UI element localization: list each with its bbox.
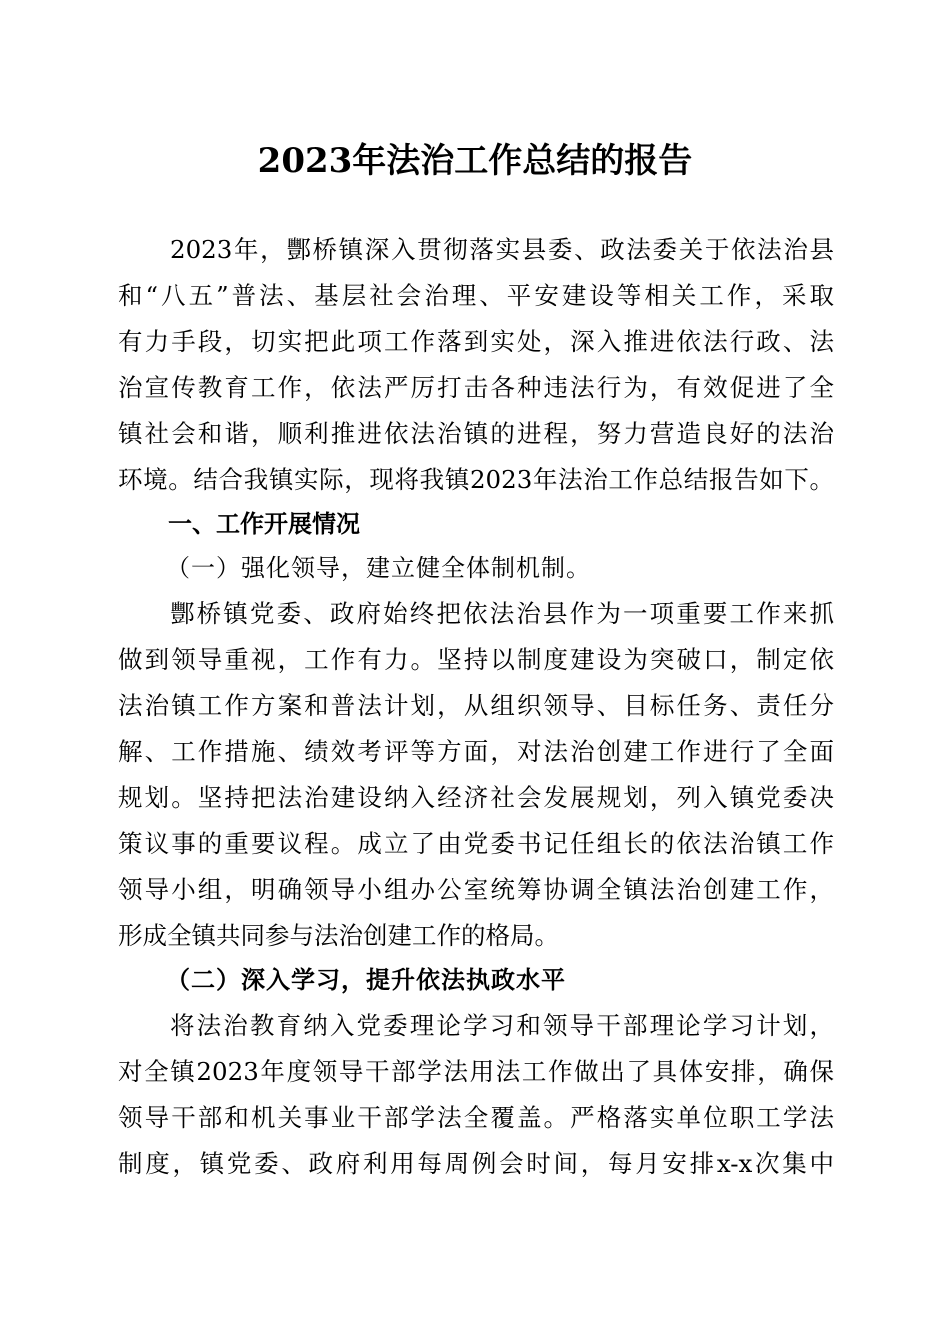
body-line: 做到领导重视，工作有力。坚持以制度建设为突破口，制定依 [118, 645, 834, 674]
intro-line: 环境。结合我镇实际，现将我镇2023年法治工作总结报告如下。 [118, 465, 834, 494]
section-heading: 一、工作开展情况 [168, 510, 360, 538]
intro-line: 镇社会和谐，顺利推进依法治镇的进程，努力营造良好的法治 [118, 419, 834, 448]
intro-line: 2023年，酆桥镇深入贯彻落实县委、政法委关于依法治县 [170, 235, 834, 264]
intro-line: 和“八五”普法、基层社会治理、平安建设等相关工作，采取 [118, 281, 834, 310]
body-line: 酆桥镇党委、政府始终把依法治县作为一项重要工作来抓 [170, 599, 834, 628]
body-line: 对全镇2023年度领导干部学法用法工作做出了具体安排，确保 [118, 1057, 834, 1086]
body-line: 规划。坚持把法治建设纳入经济社会发展规划，列入镇党委决 [118, 783, 834, 812]
body-line: 领导干部和机关事业干部学法全覆盖。严格落实单位职工学法 [118, 1103, 834, 1132]
body-line: 形成全镇共同参与法治创建工作的格局。 [118, 921, 559, 950]
body-line: 将法治教育纳入党委理论学习和领导干部理论学习计划， [170, 1011, 834, 1040]
body-line: 解、工作措施、绩效考评等方面，对法治创建工作进行了全面 [118, 737, 834, 766]
body-line: 策议事的重要议程。成立了由党委书记任组长的依法治镇工作 [118, 829, 834, 858]
body-line: 法治镇工作方案和普法计划，从组织领导、目标任务、责任分 [118, 691, 834, 720]
body-line: 制度，镇党委、政府利用每周例会时间，每月安排x-x次集中 [118, 1149, 834, 1178]
document-title: 2023年法治工作总结的报告 [257, 141, 693, 181]
intro-line: 治宣传教育工作，依法严厉打击各种违法行为，有效促进了全 [118, 373, 834, 402]
intro-line: 有力手段，切实把此项工作落到实处，深入推进依法行政、法 [118, 327, 834, 356]
subsection-heading-1: （一）强化领导，建立健全体制机制。 [166, 554, 591, 582]
body-line: 领导小组，明确领导小组办公室统筹协调全镇法治创建工作， [118, 875, 834, 904]
subsection-heading-2: （二）深入学习，提升依法执政水平 [166, 965, 566, 994]
